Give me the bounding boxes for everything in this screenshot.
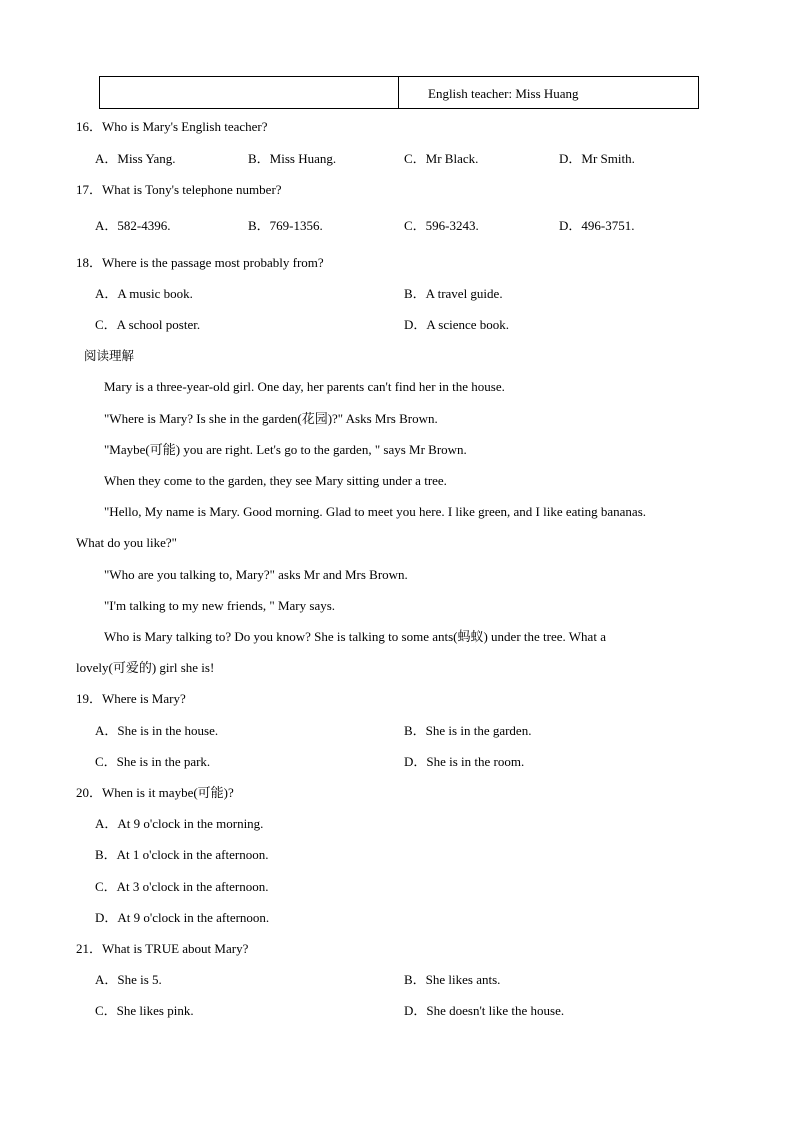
question-19-option-c[interactable]: C．She is in the park.	[95, 754, 211, 769]
question-16-option-d[interactable]: D．Mr Smith.	[559, 151, 635, 166]
section-title-reading: 阅读理解	[84, 348, 135, 363]
question-16-stem: 16．Who is Mary's English teacher?	[76, 119, 268, 134]
table-cell-teacher: English teacher: Miss Huang	[428, 86, 579, 101]
question-17-option-c[interactable]: C．596-3243.	[404, 218, 479, 233]
passage-line-9: Who is Mary talking to? Do you know? She is talking to some ants(蚂蚁) under the tree. What a	[104, 629, 606, 644]
passage-line-1: Mary is a three-year-old girl. One day, her parents can't find her in the house.	[104, 379, 505, 394]
passage-line-3: "Maybe(可能) you are right. Let's go to the garden, " says Mr Brown.	[104, 442, 467, 457]
question-20-option-c[interactable]: C．At 3 o'clock in the afternoon.	[95, 879, 269, 894]
passage-line-10: lovely(可爱的) girl she is!	[76, 660, 215, 675]
question-16-option-b[interactable]: B．Miss Huang.	[248, 151, 337, 166]
question-20-stem: 20．When is it maybe(可能)?	[76, 785, 234, 800]
passage-line-7: "Who are you talking to, Mary?" asks Mr and Mrs Brown.	[104, 567, 408, 582]
question-20-option-a[interactable]: A．At 9 o'clock in the morning.	[95, 816, 264, 831]
question-21-option-b[interactable]: B．She likes ants.	[404, 972, 501, 987]
table-divider	[398, 77, 399, 108]
question-18-stem: 18．Where is the passage most probably from?	[76, 255, 324, 270]
question-17-stem: 17．What is Tony's telephone number?	[76, 182, 282, 197]
info-table	[99, 76, 699, 109]
question-16-option-c[interactable]: C．Mr Black.	[404, 151, 479, 166]
question-21-option-a[interactable]: A．She is 5.	[95, 972, 162, 987]
question-19-option-b[interactable]: B．She is in the garden.	[404, 723, 532, 738]
passage-line-2: "Where is Mary? Is she in the garden(花园)?" Asks Mrs Brown.	[104, 411, 438, 426]
question-17-option-b[interactable]: B．769-1356.	[248, 218, 323, 233]
question-21-option-d[interactable]: D．She doesn't like the house.	[404, 1003, 565, 1018]
question-21-stem: 21．What is TRUE about Mary?	[76, 941, 249, 956]
question-20-option-d[interactable]: D．At 9 o'clock in the afternoon.	[95, 910, 270, 925]
question-19-option-a[interactable]: A．She is in the house.	[95, 723, 219, 738]
question-19-option-d[interactable]: D．She is in the room.	[404, 754, 525, 769]
question-17-option-a[interactable]: A．582-4396.	[95, 218, 171, 233]
question-18-option-d[interactable]: D．A science book.	[404, 317, 510, 332]
question-18-option-c[interactable]: C．A school poster.	[95, 317, 201, 332]
question-20-option-b[interactable]: B．At 1 o'clock in the afternoon.	[95, 847, 269, 862]
passage-line-8: "I'm talking to my new friends, " Mary says.	[104, 598, 336, 613]
question-16-option-a[interactable]: A．Miss Yang.	[95, 151, 176, 166]
passage-line-5: "Hello, My name is Mary. Good morning. Glad to meet you here. I like green, and I like eating bananas.	[104, 504, 647, 519]
passage-line-6: What do you like?"	[76, 535, 177, 550]
passage-line-4: When they come to the garden, they see Mary sitting under a tree.	[104, 473, 447, 488]
question-21-option-c[interactable]: C．She likes pink.	[95, 1003, 194, 1018]
question-17-option-d[interactable]: D．496-3751.	[559, 218, 635, 233]
question-18-option-b[interactable]: B．A travel guide.	[404, 286, 503, 301]
question-19-stem: 19．Where is Mary?	[76, 691, 186, 706]
question-18-option-a[interactable]: A．A music book.	[95, 286, 193, 301]
